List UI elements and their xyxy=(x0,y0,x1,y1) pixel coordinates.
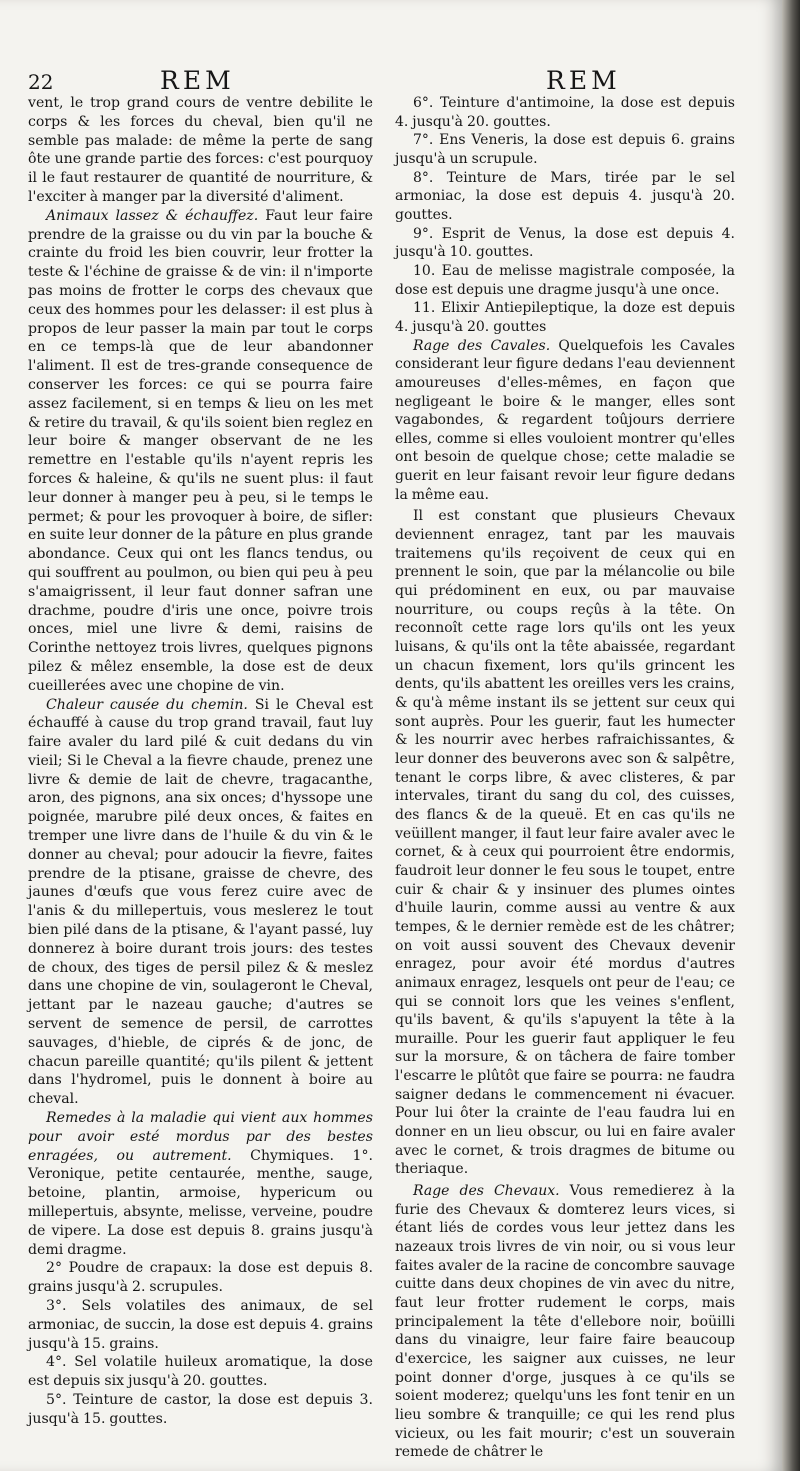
right-column xyxy=(395,94,735,1462)
section-heading: Rage des Cavales. xyxy=(413,337,551,354)
paragraph: 9°. Esprit de Venus, la dose est depuis 4. jusqu'à 10. gouttes. xyxy=(395,225,735,261)
paragraph: 5°. Teinture de castor, la dose est depuis 3. jusqu'à 15. gouttes. xyxy=(28,1391,373,1427)
paragraph xyxy=(395,337,735,505)
paragraph: vent, le trop grand cours de ventre debilite le corps & les forces du cheval, bien qu'il ne semble pas malade: de même la perte de sang ôte une grande partie des forces: c'est pourquoy il le faut restaurer de quantité de nourriture, & l'exciter à manger par la diversité d'aliment. xyxy=(28,95,373,205)
paragraph: 2° Poudre de crapaux: la dose est depuis 8. grains jusqu'à 2. scrupules. xyxy=(28,1260,373,1296)
paragraph xyxy=(395,1182,735,1462)
section-heading: Chaleur causée du chemin. xyxy=(46,696,248,713)
paragraph: Il est constant que plusieurs Chevaux deviennent enragez, tant par les mauvais traitemens qu'ils reçoivent de ceux qui en prennent le soin, que par la mélancolie ou bile qui prédominent en eux, ou par mauvaise nourriture, ou coups reçûs à la tête. On reconnoît cette rage lors qu'ils ont les yeux luisans, & qu'ils ont la tête abaissée, regardant un chacun fixement, lors qu'ils grincent les dents, qu'ils abattent les oreilles vers les crains, & qu'à même instant ils se jettent sur ceux qui sont auprès. Pour les guerir, faut les humecter & les nourrir avec herbes rafraichissantes, & leur donner des beuverons avec son & salpêtre, tenant le corps libre, & avec clisteres, & par intervales, tirant du sang du col, des cuisses, des flancs & de la queuë. Et en cas qu'ils ne veüillent manger, il faut leur faire avaler avec le cornet, & à ceux qui pourroient être endormis, faudroit leur donner le feu sous le toupet, entre cuir & chair & y insinuer des plumes ointes d'huile laurin, comme aussi au ventre & aux tempes, & le dernier remède est de les châtrer; on voit aussi souvent des Chevaux devenir enragez, pour avoir été mordus d'autres animaux enragez, lesquels ont peur de l'eau; ce qui se connoit lors que les veines s'enflent, qu'ils bavent, & qu'ils s'apuyent la tête à la muraille. Pour les guerir faut appliquer le feu sur la morsure, & on tâchera de faire tomber l'escarre le plûtôt que faire se pourra: ne faudra saigner dedans le commencement ni évacuer. Pour lui ôter la crainte de l'eau faudra lui en donner en un lieu obscur, ou lui en faire avaler avec le cornet, & trois dragmes de bitume ou theriaque. xyxy=(395,508,735,1178)
paragraph-text: Faut leur faire prendre de la graisse ou du vin par la bouche & crainte du froid les bien couvrir, leur frotter la teste & l'échine de graisse & de vin: il n'importe pas moins de frotter le corps des chevaux que ceux des hommes pour les delasser: il est plus à propos de leur passer la main par tout le corps en ce temps-là que de leur abandonner l'aliment. Il est de tres-grande consequence de conserver les forces: ce qui se pourra faire assez facilement, si en temps & lieu on les met & retire du travail, & qu'ils soient bien reglez en leur boire & manger observant de ne les remettre en l'estable qu'ils n'ayent repris les forces & haleine, & qu'ils ne suent plus: il faut leur donner à manger peu à peu, si le temps le permet; & pour les provoquer à boire, de sifler: en suite leur donner de la pâture en plus grande abondance. Ceux qui ont les flancs tendus, ou qui souffrent au poulmon, ou bien qui peu à peu s'amaigrissent, il leur faut donner safran une drachme, poudre d'iris une once, poivre trois onces, miel une livre & demi, raisins de Corinthe nettoyez trois livres, quelques pignons pilez & mêlez ensemble, la dose est de deux cueillerées avec une chopine de vin. xyxy=(28,207,373,694)
running-head-right: REM xyxy=(546,66,621,95)
paragraph xyxy=(28,696,373,1110)
paragraph: 4°. Sel volatile huileux aromatique, la dose est depuis six jusqu'à 20. gouttes. xyxy=(28,1354,373,1390)
paragraph xyxy=(28,207,373,696)
paragraph: 3°. Sels volatiles des animaux, de sel armoniac, de succin, la dose est depuis 4. grains jusqu'à 15. grains. xyxy=(28,1298,373,1352)
section-heading: Animaux lassez & échauffez. xyxy=(46,207,259,224)
left-column xyxy=(28,94,373,1429)
running-head-left: REM xyxy=(160,66,235,95)
paragraph: 6°. Teinture d'antimoine, la dose est depuis 4. jusqu'à 20. gouttes. xyxy=(395,95,735,130)
paragraph: 8°. Teinture de Mars, tirée par le sel armoniac, la dose est depuis 4. jusqu'à 20. gouttes. xyxy=(395,169,735,223)
page-header xyxy=(28,66,768,96)
paragraph: 10. Eau de melisse magistrale composée, la dose est depuis une dragme jusqu'à une once. xyxy=(395,262,735,298)
paragraph: 7°. Ens Veneris, la dose est depuis 6. grains jusqu'à un scrupule. xyxy=(395,132,735,167)
page-number: 22 xyxy=(28,70,54,94)
section-heading: Rage des Chevaux. xyxy=(413,1183,560,1200)
book-spine-shadow xyxy=(782,0,800,1471)
paragraph-text: Chymiques. 1°. Veronique, petite centaurée, menthe, sauge, betoine, plantin, armoise, hypericum ou millepertuis, absynte, melisse, verveine, poudre de vipere. La dose est depuis 8. grains jusqu'à demi dragme. xyxy=(28,1147,373,1258)
section-heading: Remedes à la maladie qui vient aux hommes pour avoir esté mordus par des bestes enragées, ou autrement. xyxy=(28,1110,373,1164)
paragraph-text: Quelquefois les Cavales considerant leur figure dedans l'eau deviennent amoureuses d'elles-mêmes, en façon que negligeant le boire & le manger, elles sont vagabondes, & regardent toûjours derriere elles, comme si elles vouloient montrer qu'elles ont besoin de quelque chose; cette maladie se guerit en leur faisant revoir leur figure dedans la même eau. xyxy=(395,337,735,503)
paragraph-text: Vous remedierez à la furie des Chevaux & domterez leurs vices, si étant liés de cordes vous leur jettez dans les nazeaux trois livres de vin noir, ou si vous leur faites avaler de la racine de concombre sauvage cuitte dans deux chopines de vin avec du nitre, faut leur frotter rudement le corps, mais principalement la tête d'ellebore noir, boüilli dans du vinaigre, leur faire faire beaucoup d'exercice, les saigner aux cuisses, ne leur point donner d'orge, jusques à ce qu'ils se soient moderez; quelqu'uns les font tenir en un lieu sombre & tranquille; ce qui les rend plus vicieux, ou les fait mourir; c'est un souverain remede de châtrer le xyxy=(395,1183,736,1461)
paragraph xyxy=(28,1109,373,1259)
paragraph: 11. Elixir Antiepileptique, la doze est depuis 4. jusqu'à 20. gouttes xyxy=(395,300,735,335)
paragraph-text: Si le Cheval est échauffé à cause du trop grand travail, faut luy faire avaler du lard pilé & cuit dedans du vin vieil; Si le Cheval a la fievre chaude, prenez une livre & demie de lait de chevre, tragacanthe, aron, des pignons, ana six onces; d'hyssope une poignée, marubre pilé deux onces, & faites en tremper une livre dans de l'huile & du vin & le donner au cheval; pour adoucir la fievre, faites prendre de la ptisane, graisse de chevre, des jaunes d'œufs que vous ferez cuire avec de l'anis & du millepertuis, vous meslerez le tout bien pilé dans de la ptisane, & l'ayant passé, luy donnerez à boire durant trois jours: des testes de choux, des tiges de persil pilez & & meslez dans une chopine de vin, soulageront le Cheval, jettant par le nazeau gauche; d'autres se servent de semence de persil, de carrottes sauvages, d'hieble, de ciprés & de jonc, de chacun pareille quantité; qu'ils pilent & jettent dans l'hydromel, puis le donnent à boire au cheval. xyxy=(28,696,373,1108)
